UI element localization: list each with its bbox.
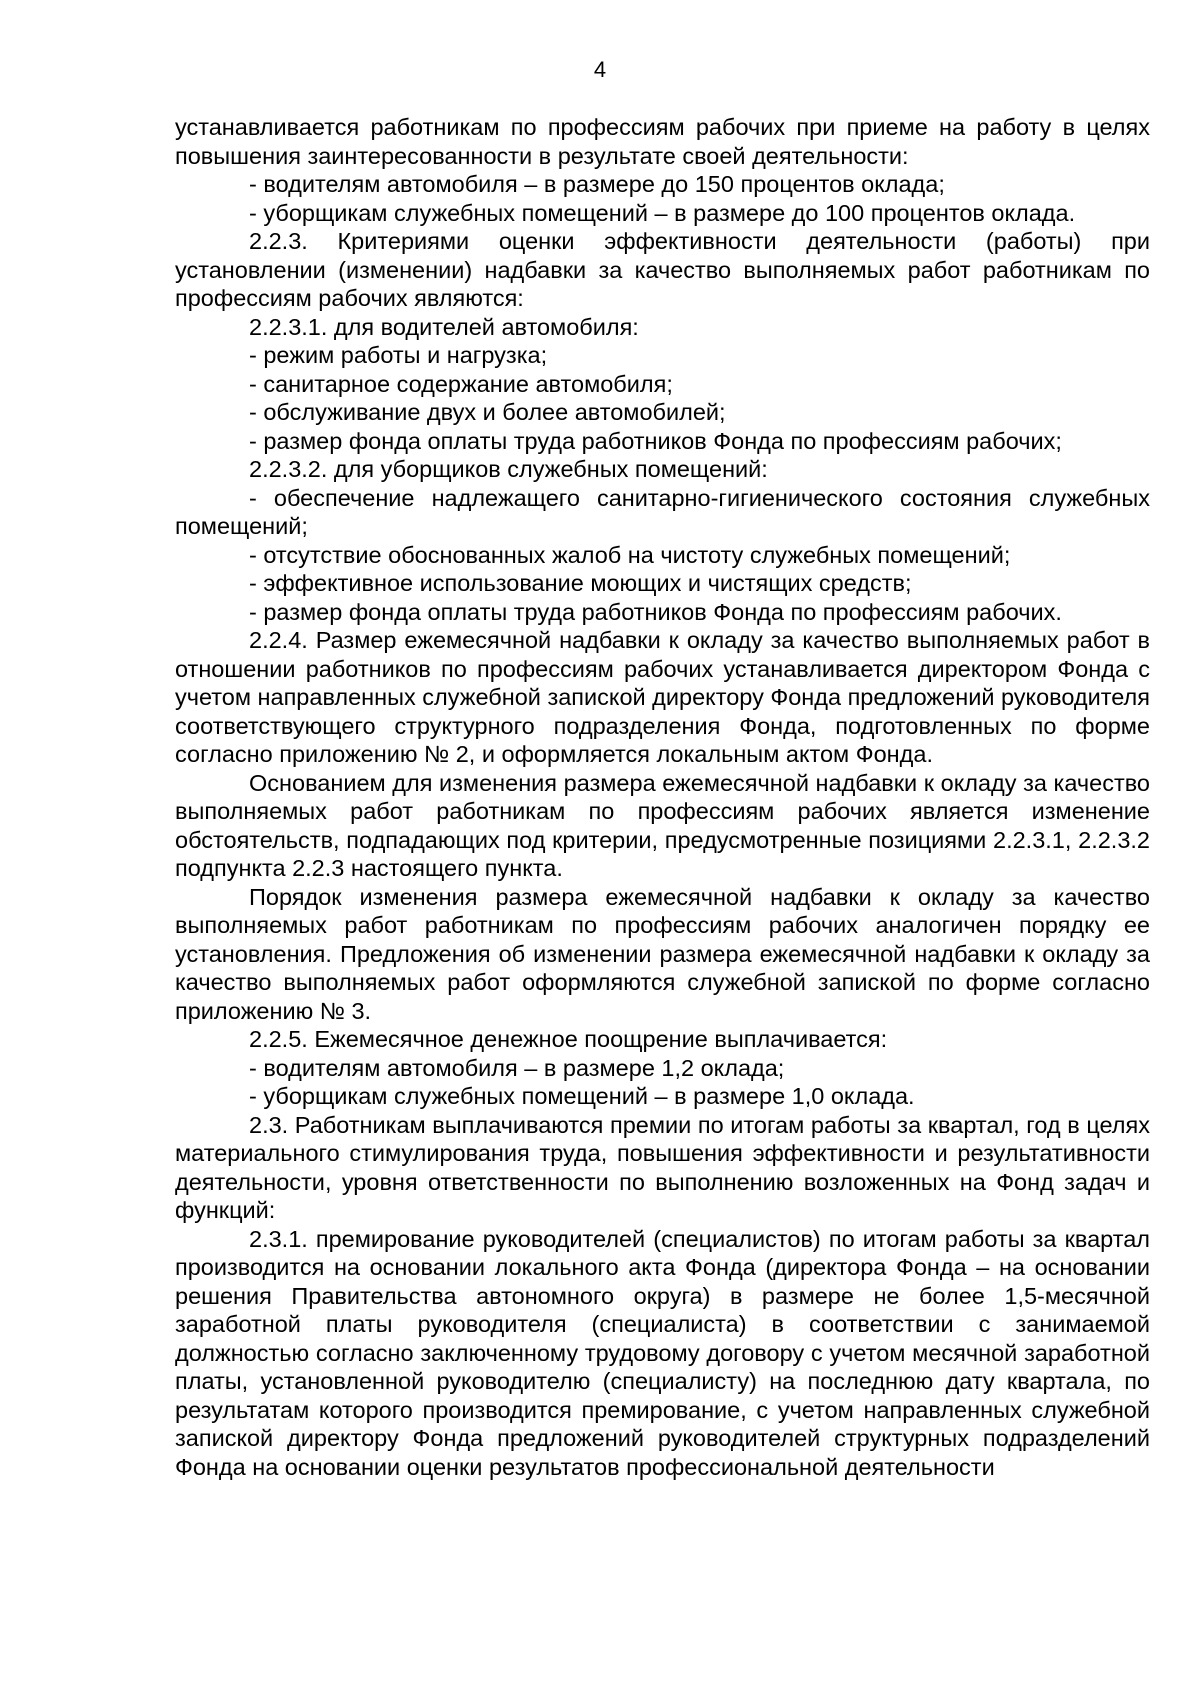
paragraph: Порядок изменения размера ежемесячной надбавки к окладу за качество выполняемых работ работникам по профессиям рабочих аналогичен порядку ее установления. Предложения об изменении размера ежемесячной надбавки к окладу за качество выполняемых работ оформляются служебной запиской по форме согласно приложению № 3. — [175, 883, 1150, 1024]
paragraph: - водителям автомобиля – в размере до 150 процентов оклада; — [249, 171, 945, 197]
paragraph: Основанием для изменения размера ежемесячной надбавки к окладу за качество выполняемых работ работникам по профессиям рабочих является изменение обстоятельств, подпадающих под критерии, предусмотренные позициями 2.2.3.1, 2.2.3.2 подпункта 2.2.3 настоящего пункта. — [175, 769, 1150, 881]
paragraph: - отсутствие обоснованных жалоб на чистоту служебных помещений; — [249, 541, 1011, 568]
paragraph: - уборщикам служебных помещений – в размере до 100 процентов оклада. — [249, 199, 1076, 226]
document-body — [175, 113, 1150, 1481]
paragraph: - обслуживание двух и более автомобилей; — [249, 399, 726, 425]
paragraph: - размер фонда оплаты труда работников Фонда по профессиям рабочих. — [249, 598, 1062, 625]
paragraph: 2.2.3. Критериями оценки эффективности деятельности (работы) при установлении (изменении) надбавки за качество выполняемых работ работникам по профессиям рабочих являются: — [175, 228, 1150, 311]
paragraph: - водителям автомобиля – в размере 1,2 оклада; — [249, 1054, 785, 1081]
paragraph: - обеспечение надлежащего санитарно-гигиенического состояния служебных помещений; — [175, 484, 1150, 539]
paragraph: 2.2.5. Ежемесячное денежное поощрение выплачивается: — [249, 1026, 888, 1052]
paragraph: устанавливается работникам по профессиям рабочих при приеме на работу в целях повышения заинтересованности в результате своей деятельности: — [175, 114, 1150, 169]
paragraph: 2.3.1. премирование руководителей (специалистов) по итогам работы за квартал производится на основании локального акта Фонда (директора Фонда – на основании решения Правительства автономного округа) в размере не более 1,5-месячной заработной платы руководителя (специалиста) в соответствии с занимаемой должностью согласно заключенному трудовому договору с учетом месячной заработной платы, установленной руководителю (специалисту) на последнюю дату квартала, по результатам которого производится премирование, с учетом направленных служебной запиской директору Фонда предложений руководителей структурных подразделений Фонда на основании оценки результатов профессиональной деятельности — [175, 1225, 1150, 1480]
paragraph: 2.2.3.2. для уборщиков служебных помещений: — [249, 456, 768, 482]
paragraph: - размер фонда оплаты труда работников Фонда по профессиям рабочих; — [249, 427, 1062, 454]
paragraph: - санитарное содержание автомобиля; — [249, 370, 673, 397]
paragraph: 2.2.4. Размер ежемесячной надбавки к окладу за качество выполняемых работ в отношении работников по профессиям рабочих устанавливается директором Фонда с учетом направленных служебной запиской директору Фонда предложений руководителя соответствующего структурного подразделения Фонда, подготовленных по форме согласно приложению № 2, и оформляется локальным актом Фонда. — [175, 627, 1150, 767]
page-number: 4 — [593, 57, 607, 82]
paragraph: - уборщикам служебных помещений – в размере 1,0 оклада. — [249, 1083, 915, 1109]
paragraph: 2.3. Работникам выплачиваются премии по итогам работы за квартал, год в целях материального стимулирования труда, повышения эффективности и результативности деятельности, уровня ответственности по выполнению возложенных на Фонд задач и функций: — [175, 1111, 1150, 1223]
paragraph: - режим работы и нагрузка; — [249, 342, 548, 368]
paragraph: - эффективное использование моющих и чистящих средств; — [249, 570, 912, 596]
paragraph: 2.2.3.1. для водителей автомобиля: — [249, 313, 639, 340]
